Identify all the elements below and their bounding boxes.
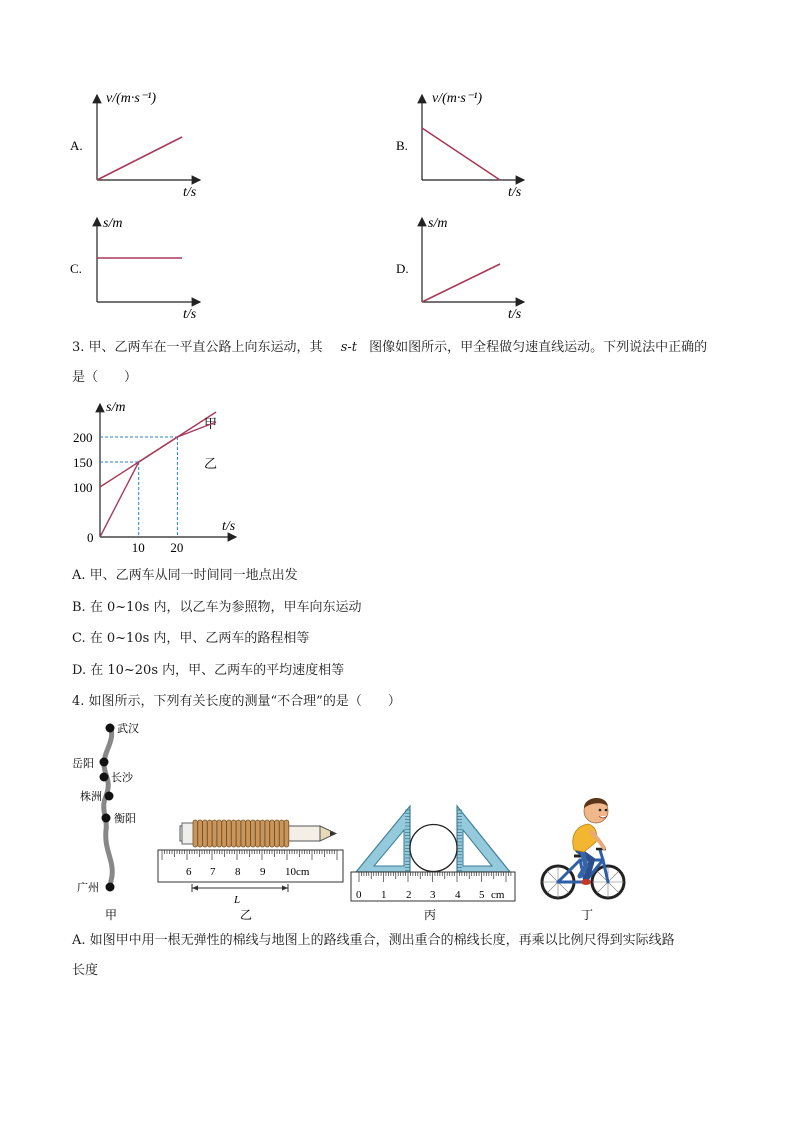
- question3-st-chart: [60, 392, 260, 557]
- q2-options: [0, 0, 794, 330]
- option-b-line: [422, 128, 500, 180]
- chart-series-label-1: 乙: [204, 456, 218, 471]
- chart-ylabel: s/m: [106, 400, 126, 415]
- chart-ytick-100: 100: [73, 480, 93, 495]
- ruler-yi-10cm: 10cm: [285, 866, 310, 878]
- option-c-label: C.: [70, 261, 82, 276]
- ruler-yi-8: 8: [235, 866, 241, 878]
- ruler-bing-5: 5: [479, 889, 485, 901]
- city-hengyang: 衡阳: [114, 813, 136, 825]
- chart-ytick-150: 150: [73, 455, 93, 470]
- question3-choice-a[interactable]: A. 甲、乙两车从同一时间同一地点出发: [72, 568, 298, 583]
- option-c-ylabel: s/m: [103, 216, 123, 231]
- ruler-yi-6: 6: [186, 866, 192, 878]
- option-a-label: A.: [70, 138, 83, 153]
- option-b-graph[interactable]: [396, 91, 524, 200]
- question4-stem: 4. 如图所示，下列有关长度的测量“不合理”的是（ ）: [72, 694, 401, 709]
- figure-bing-triangles-ball[interactable]: [351, 806, 515, 901]
- chart-xtick-20: 20: [170, 540, 184, 555]
- question3-stem-var: s-t: [340, 340, 357, 355]
- chart-series-label-0: 甲: [204, 416, 218, 431]
- ruler-yi-7: 7: [210, 866, 216, 878]
- question4-choice-a-line1[interactable]: A. 如图甲中用一根无弹性的棉线与地图上的路线重合，测出重合的棉线长度，再乘以比例尺得到实际线路: [72, 933, 675, 948]
- question3-choice-b[interactable]: B. 在 0~10s 内，以乙车为参照物，甲车向东运动: [72, 600, 362, 615]
- option-a-graph[interactable]: [70, 91, 200, 200]
- chart-xtick-10: 10: [131, 540, 145, 555]
- option-d-line: [422, 264, 500, 302]
- caption-yi: 乙: [240, 908, 253, 922]
- option-a-xlabel: t/s: [183, 185, 197, 200]
- chart-series-1: [100, 422, 216, 537]
- option-d-graph[interactable]: [396, 216, 524, 322]
- city-zhuzhou: 株洲: [80, 791, 102, 803]
- caption-jia: 甲: [105, 908, 118, 922]
- chart-ytick-200: 200: [73, 430, 93, 445]
- figure-ding-cyclist[interactable]: [542, 798, 624, 898]
- ruler-yi-9: 9: [260, 866, 266, 878]
- ruler-bing-1: 1: [381, 889, 387, 901]
- option-d-xlabel: t/s: [508, 307, 522, 322]
- caption-ding: 丁: [581, 908, 594, 922]
- city-wuhan: 武汉: [117, 723, 139, 735]
- option-b-ylabel: v/(m·s⁻¹): [432, 91, 483, 106]
- ruler-bing-2: 2: [406, 889, 412, 901]
- option-c-graph[interactable]: [70, 216, 200, 322]
- city-guangzhou: 广州: [77, 882, 99, 894]
- option-b-label: B.: [396, 138, 408, 153]
- question4-figures: [0, 710, 794, 930]
- ruler-bing-4: 4: [455, 889, 461, 901]
- chart-xlabel: t/s: [222, 519, 236, 534]
- ruler-bing-cm: cm: [491, 889, 505, 901]
- question4-choice-a-line2[interactable]: 长度: [72, 963, 99, 978]
- option-b-xlabel: t/s: [508, 185, 522, 200]
- question3-stem-part2: 图像如图所示，甲全程做匀速直线运动。下列说法中正确的: [369, 340, 708, 355]
- question3-stem-line2: 是（ ）: [72, 370, 138, 385]
- ruler-yi-length-label: L: [234, 894, 241, 906]
- option-d-label: D.: [396, 261, 409, 276]
- option-d-ylabel: s/m: [428, 216, 448, 231]
- city-changsha: 长沙: [111, 772, 133, 784]
- question3-stem: [72, 339, 707, 357]
- question3-stem-part1: 3. 甲、乙两车在一平直公路上向东运动，其: [72, 340, 323, 355]
- caption-bing: 丙: [424, 908, 437, 922]
- option-a-line: [97, 137, 182, 180]
- city-yueyang: 岳阳: [72, 758, 94, 770]
- option-a-ylabel: v/(m·s⁻¹): [106, 91, 157, 106]
- option-c-xlabel: t/s: [183, 307, 197, 322]
- question3-choice-d[interactable]: D. 在 10~20s 内，甲、乙两车的平均速度相等: [72, 663, 345, 678]
- figure-yi-coil-ruler[interactable]: [158, 820, 343, 906]
- chart-origin-label: 0: [87, 530, 94, 545]
- ruler-bing-0: 0: [356, 889, 362, 901]
- question3-choice-c[interactable]: C. 在 0~10s 内，甲、乙两车的路程相等: [72, 631, 310, 646]
- ruler-bing-3: 3: [430, 889, 436, 901]
- figure-jia-map[interactable]: [72, 721, 139, 894]
